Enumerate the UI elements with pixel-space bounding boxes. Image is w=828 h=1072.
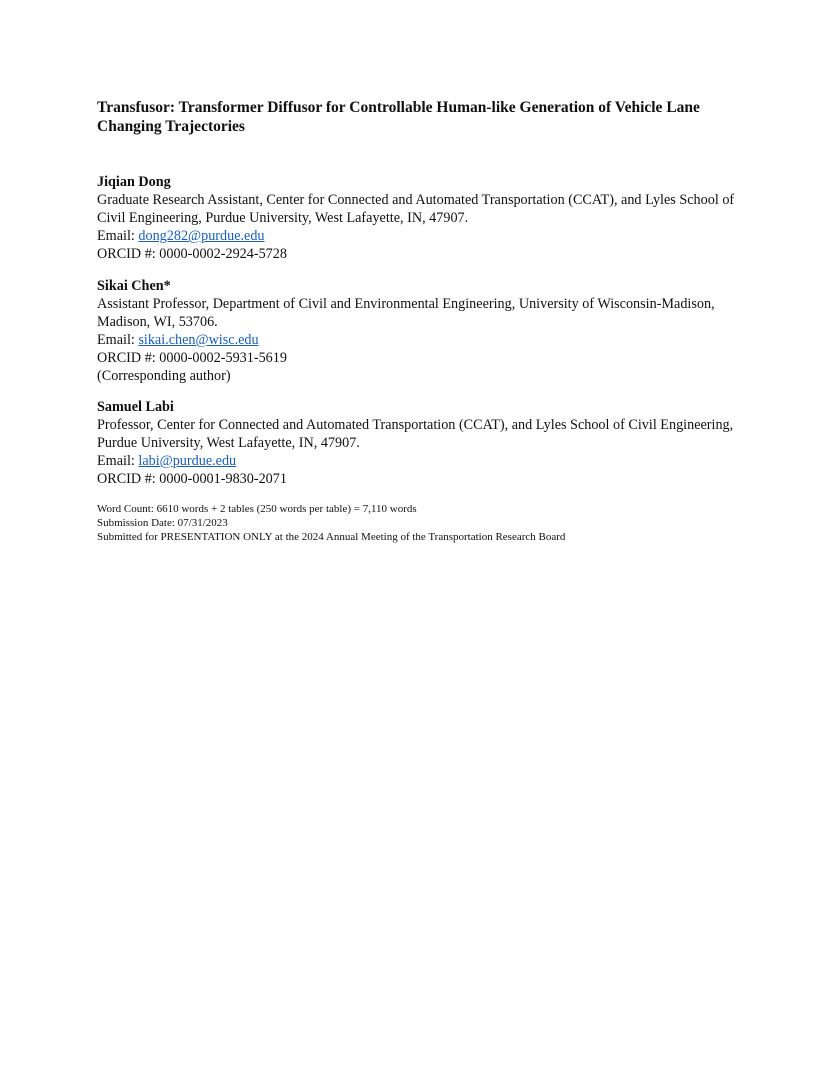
- author-orcid: ORCID #: 0000-0001-9830-2071: [97, 471, 287, 487]
- author-name: Samuel Labi: [97, 399, 174, 415]
- author-name: Sikai Chen*: [97, 278, 171, 294]
- author-block-dong: [97, 173, 737, 263]
- submission-note: Submitted for PRESENTATION ONLY at the 2024 Annual Meeting of the Transportation Research Board: [97, 531, 566, 543]
- author-block-chen: [97, 277, 737, 385]
- author-affiliation: Professor, Center for Connected and Automated Transportation (CCAT), and Lyles School of Civil Engineering, Purdue University, West Lafayette, IN, 47907.: [97, 417, 734, 451]
- word-count: Word Count: 6610 words + 2 tables (250 words per table) = 7,110 words: [97, 503, 417, 515]
- submission-date: Submission Date: 07/31/2023: [97, 517, 228, 529]
- author-affiliation: Assistant Professor, Department of Civil and Environmental Engineering, University of Wisconsin-Madison, Madison, WI, 53706.: [97, 296, 715, 330]
- paper-title: Transfusor: Transformer Diffusor for Controllable Human-like Generation of Vehicle Lane Changing Trajectories: [97, 99, 700, 135]
- author-email-line: [97, 227, 737, 245]
- corresponding-author-note: (Corresponding author): [97, 368, 231, 384]
- author-affiliation: Graduate Research Assistant, Center for Connected and Automated Transportation (CCAT), and Lyles School of Civil Engineering, Purdue University, West Lafayette, IN, 47907.: [97, 192, 735, 226]
- author-orcid: ORCID #: 0000-0002-5931-5619: [97, 350, 287, 366]
- author-name: Jiqian Dong: [97, 174, 171, 190]
- author-email-link[interactable]: dong282@purdue.edu: [138, 228, 265, 244]
- email-label: Email:: [97, 332, 139, 348]
- author-orcid: ORCID #: 0000-0002-2924-5728: [97, 246, 287, 262]
- author-email-link[interactable]: sikai.chen@wisc.edu: [138, 332, 259, 348]
- email-label: Email:: [97, 453, 139, 469]
- author-email-line: [97, 331, 737, 349]
- submission-meta: [97, 502, 737, 544]
- author-email-line: [97, 452, 737, 470]
- author-block-labi: [97, 398, 737, 488]
- author-email-link[interactable]: labi@purdue.edu: [138, 453, 237, 469]
- email-label: Email:: [97, 228, 139, 244]
